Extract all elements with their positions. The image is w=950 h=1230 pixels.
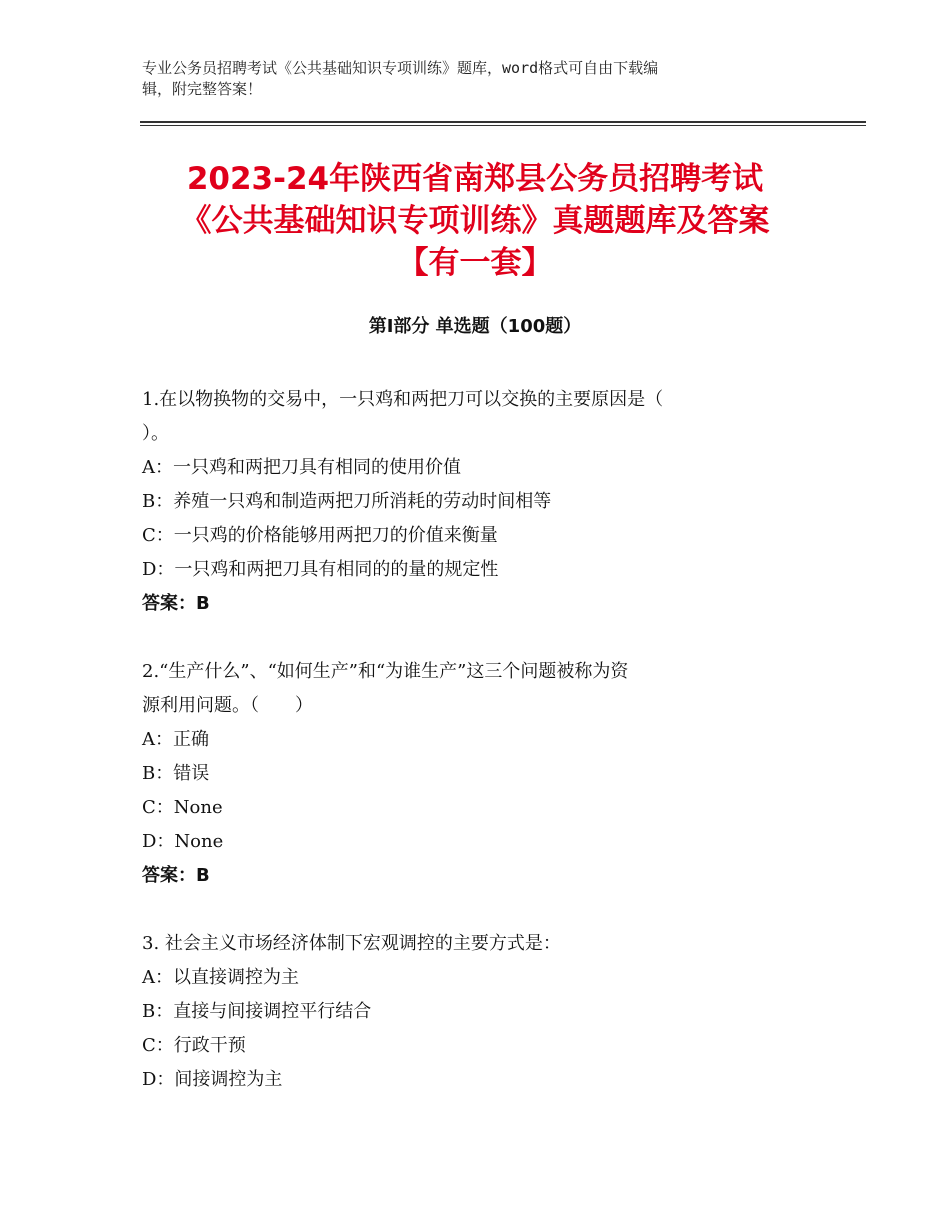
answer: 答案：B (142, 593, 210, 614)
option-c: C：一只鸡的价格能够用两把刀的价值来衡量 (142, 525, 498, 546)
option-b: B：错误 (142, 763, 210, 784)
question-stem (142, 655, 822, 723)
question-stem (142, 383, 822, 451)
option-b: B：养殖一只鸡和制造两把刀所消耗的劳动时间相等 (142, 491, 552, 512)
stem-line-2: 源利用问题。（ ） (142, 695, 313, 716)
option-b: B：直接与间接调控平行结合 (142, 1001, 372, 1022)
stem-line-1: 3. 社会主义市场经济体制下宏观调控的主要方式是： (142, 933, 561, 954)
option-c: C：None (142, 797, 223, 818)
title-line-1: 2023-24年陕西省南郑县公务员招聘考试 (186, 161, 764, 197)
page-header (142, 58, 802, 100)
option-d: D：一只鸡和两把刀具有相同的的量的规定性 (142, 559, 499, 580)
header-line-2: 辑，附完整答案！ (142, 80, 263, 98)
title-line-2: 《公共基础知识专项训练》真题题库及答案 (180, 203, 770, 239)
option-a: A：以直接调控为主 (142, 967, 299, 988)
option-a: A：一只鸡和两把刀具有相同的使用价值 (142, 457, 461, 478)
option-d: D：间接调控为主 (142, 1069, 283, 1090)
question-1 (142, 383, 822, 621)
option-d: D：None (142, 831, 224, 852)
question-3 (142, 927, 822, 1097)
question-list (142, 383, 822, 1131)
section-title: 第I部分 单选题（100题） (368, 316, 582, 337)
header-line-1: 专业公务员招聘考试《公共基础知识专项训练》题库，word格式可自由下载编 (142, 59, 659, 77)
stem-line-1: 1.在以物换物的交易中，一只鸡和两把刀可以交换的主要原因是（ (142, 389, 664, 410)
header-rule-thick (140, 121, 866, 123)
question-stem (142, 927, 822, 961)
stem-line-2: ）。 (142, 423, 169, 444)
document-title (100, 158, 850, 284)
answer: 答案：B (142, 865, 210, 886)
option-c: C：行政干预 (142, 1035, 246, 1056)
stem-line-1: 2.“生产什么”、“如何生产”和“为谁生产”这三个问题被称为资 (142, 661, 629, 682)
question-2 (142, 655, 822, 893)
header-rule-thin (140, 125, 866, 126)
option-a: A：正确 (142, 729, 209, 750)
title-line-3: 【有一套】 (397, 245, 553, 281)
